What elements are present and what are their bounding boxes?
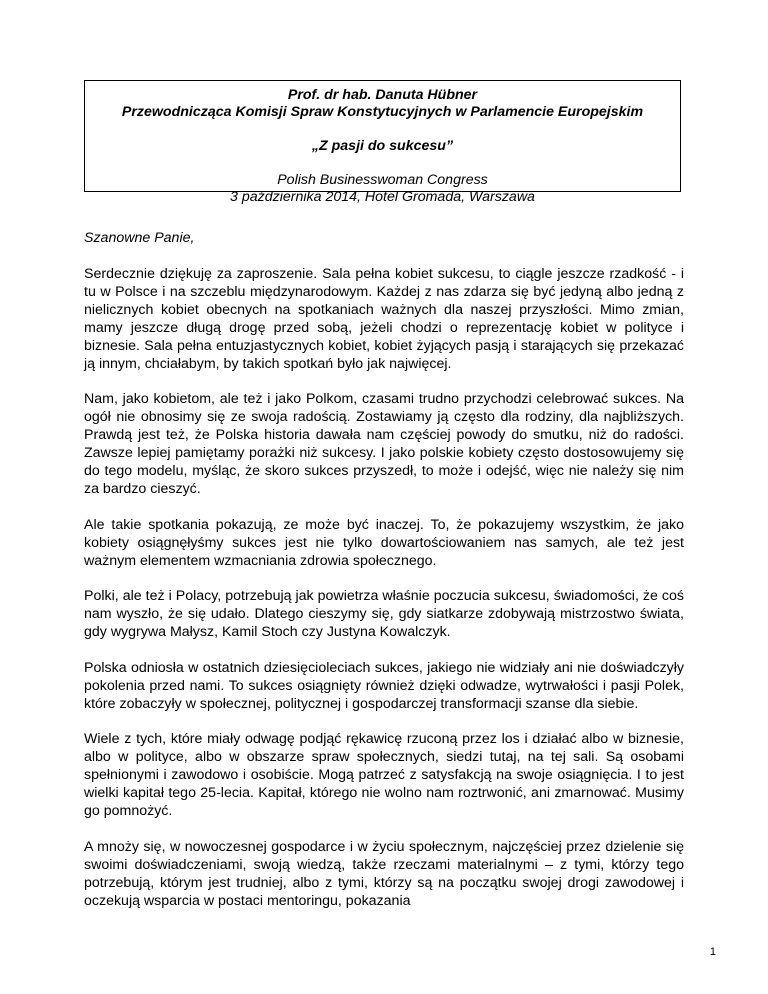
greeting: Szanowne Panie, [84, 230, 195, 246]
speech-header-box [84, 80, 681, 205]
paragraph: Nam, jako kobietom, ale też i jako Polkom, czasami trudno przychodzi celebrować sukces. Na ogół nie obnosimy się ze swoja radością. Zostawiamy ją często dla rodziny, dla najbliższych. Prawdą jest też, że Polska historia dawała nam częściej powody do smutku, niż do radości. Zawsze lepiej pamiętamy porażki niż sukcesy. I jako polskie kobiety często dostosowujemy się do tego modelu, myśląc, że skoro sukces przyszedł, to może i odejść, więc nie należy się nim za bardzo cieszyć. [84, 391, 684, 497]
event-name: Polish Businesswoman Congress [277, 172, 488, 188]
paragraph: Polska odniosła w ostatnich dziesięcioleciach sukces, jakiego nie widziały ani nie doświadczyły pokolenia przed nami. To sukces osiągnięty również dzięki odwadze, wytrwałości i pasji Polek, które zobaczyły w społecznej, politycznej i gospodarczej transformacji szanse dla siebie. [84, 659, 684, 712]
page-number: 1 [709, 946, 716, 958]
paragraph: Polki, ale też i Polacy, potrzebują jak powietrza właśnie poczucia sukcesu, świadomości, że coś nam wyszło, że się udało. Dlatego cieszymy się, gdy siatkarze zdobywają mistrzostwo świata, gdy wygrywa Małysz, Kamil Stoch czy Justyna Kowalczyk. [84, 588, 684, 640]
event-date-place: 3 października 2014, Hotel Gromada, Warszawa [230, 189, 535, 205]
speech-body [84, 229, 684, 927]
speaker-name: Prof. dr hab. Danuta Hübner [287, 87, 478, 103]
paragraph: Wiele z tych, które miały odwagę podjąć rękawicę rzuconą przez los i działać albo w biznesie, albo w polityce, albo w obszarze spraw społecznych, siedzi tutaj, na tej sali. Są osobami spełnionymi i zawodowo i osobiście. Mogą patrzeć z satysfakcją na swoje osiągnięcia. I to jest wielki kapitał tego 25-lecia. Kapitał, którego nie wolno nam roztrwonić, ani zmarnować. Musimy go pomnożyć. [84, 731, 684, 819]
paragraph: A mnoży się, w nowoczesnej gospodarce i w życiu społecznym, najczęściej przez dzielenie się swoimi doświadczeniami, swoją wiedzą, także rzeczami materialnymi – z tymi, którzy tego potrzebują, którym jest trudniej, albo z tymi, którzy są na początku swojej drogi zawodowej i oczekują wsparcia w postaci mentoringu, pokazania [84, 838, 684, 909]
speech-title: „Z pasji do sukcesu” [311, 138, 454, 154]
speaker-role: Przewodnicząca Komisji Spraw Konstytucyjnych w Parlamencie Europejskim [121, 104, 644, 120]
paragraph: Ale takie spotkania pokazują, ze może być inaczej. To, że pokazujemy wszystkim, że jako kobiety osiągnęłyśmy sukces jest nie tylko dowartościowaniem nas samych, ale też jest ważnym elementem wzmacniania zdrowia społecznego. [84, 516, 684, 569]
paragraph: Serdecznie dziękuję za zaproszenie. Sala pełna kobiet sukcesu, to ciągle jeszcze rzadkość - i tu w Polsce i na szczeblu międzynarodowym. Każdej z nas zdarza się być jedyną albo jedną z nielicznych kobiet obecnych na spotkaniach ważnych dla naszej przyszłości. Mimo zmian, mamy jeszcze długą drogę przed sobą, jeżeli chodzi o reprezentację kobiet w polityce i biznesie. Sala pełna entuzjastycznych kobiet, kobiet żyjących pasją i starających się przekazać ją innym, chciałabym, by takich spotkań było jak najwięcej. [84, 265, 684, 372]
